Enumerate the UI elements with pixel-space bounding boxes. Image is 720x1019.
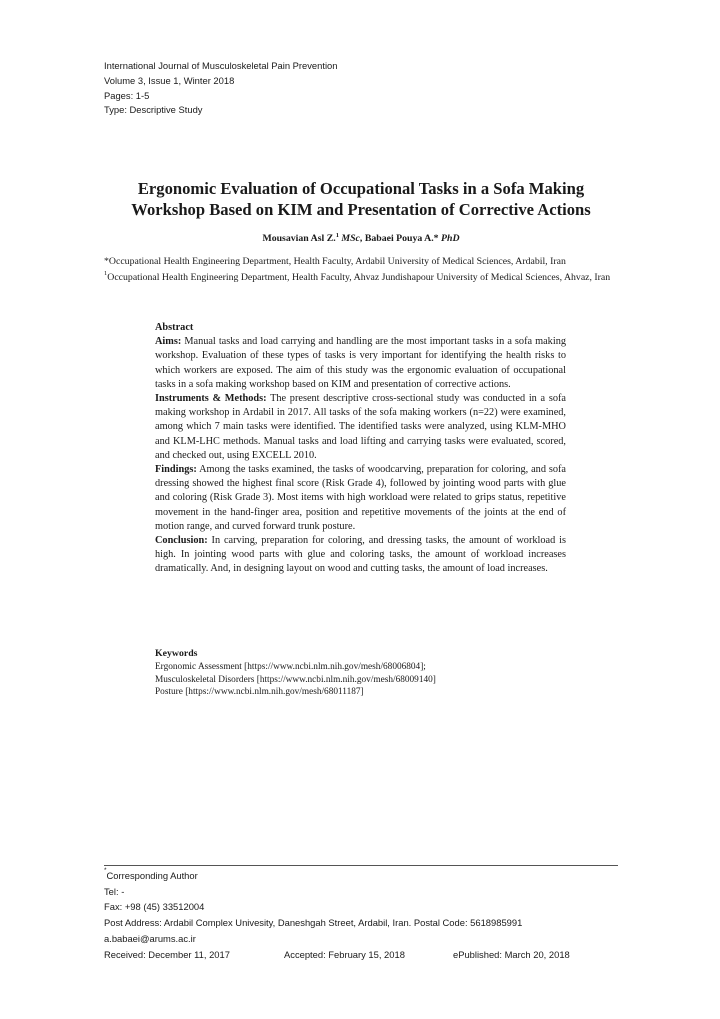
title-line-1: Ergonomic Evaluation of Occupational Tasks in a Sofa Making bbox=[137, 179, 585, 198]
received-date: Received: December 11, 2017 bbox=[104, 948, 230, 960]
journal-volume: Volume 3, Issue 1, Winter 2018 bbox=[104, 74, 235, 86]
article-type: Type: Descriptive Study bbox=[104, 104, 203, 116]
abstract-methods: Instruments & Methods: The present descriptive cross-sectional study was conducted in a sofa making workshop in Ardabil in 2017. All tasks of the sofa making workers (n=22) were examined, among which 7 main tasks were identified. The identified tasks were analyzed, using KLM-MHO and KLM-LHC methods. Manual tasks and load lifting and carrying tasks were evaluated, scored, and checked out, using EXCELL 2010. bbox=[155, 393, 566, 461]
author-2-name: Babaei Pouya A.* bbox=[364, 233, 439, 244]
affiliation-1: *Occupational Health Engineering Department, Health Faculty, Ardabil University of Medical Sciences, Ardabil, Iran bbox=[104, 256, 566, 267]
accepted-date: Accepted: February 15, 2018 bbox=[284, 948, 405, 960]
affiliation-2: $^1$Occupational Health Engineering Department, Health Faculty, Ahvaz Jundishapour University of Medical Sciences, Ahvaz, Iran bbox=[104, 269, 611, 283]
footnote-divider bbox=[104, 865, 618, 866]
abstract-conclusion: Conclusion: In carving, preparation for coloring, and dressing tasks, the amount of workload is high. In jointing wood parts with glue and coloring tasks, the amount of workload increases dramatically. And, in designing layout on wood and cutting tasks, the amount of load increases. bbox=[155, 535, 566, 575]
keyword-item[interactable]: Posture [https://www.ncbi.nlm.nih.gov/mesh/68011187] bbox=[155, 687, 364, 698]
abstract-findings: Findings: Among the tasks examined, the tasks of woodcarving, preparation for coloring, and sofa dressing showed the highest final score (Risk Grade 4), followed by jointing wood parts with glue and coloring (Risk Grade 3). Most items with high workload were related to grips status, repetitive movement in the hand-finger area, position and repetitive movements of the joints at the end of motion range, and curved forward trunk posture. bbox=[155, 464, 566, 532]
author-1-degree: MSc bbox=[341, 233, 360, 244]
abstract-heading: Abstract bbox=[155, 322, 194, 333]
title-line-2: Workshop Based on KIM and Presentation of Corrective Actions bbox=[131, 200, 591, 219]
keywords bbox=[155, 648, 575, 699]
postal-address: Post Address: Ardabil Complex Univesity, Daneshgah Street, Ardabil, Iran. Postal Code: 5618985991 bbox=[104, 917, 523, 929]
journal-pages: Pages: 1-5 bbox=[104, 89, 150, 101]
corresponding-author: *Corresponding Author bbox=[104, 867, 198, 881]
author-1-affiliation-mark: 1 bbox=[335, 232, 339, 239]
affiliation-2-mark: 1 bbox=[104, 269, 108, 277]
fax: Fax: +98 (45) 33512004 bbox=[104, 901, 205, 913]
keyword-item[interactable]: Ergonomic Assessment [https://www.ncbi.nlm.nih.gov/mesh/68006804]; bbox=[155, 661, 426, 672]
journal-header bbox=[104, 59, 337, 118]
abstract-aims: Aims: Manual tasks and load carrying and handling are the most important tasks in a sofa making workshop. Evaluation of these types of tasks is very important for identifying the health risks to which workers are exposed. The aim of this study was the ergonomic evaluation of occupational tasks in a sofa making workshop based on KIM and presentation of corrective actions. bbox=[155, 336, 566, 390]
telephone: Tel: - bbox=[104, 885, 125, 897]
keywords-heading: Keywords bbox=[155, 648, 198, 659]
author-1-name: Mousavian Asl Z. bbox=[262, 233, 336, 244]
abstract bbox=[155, 321, 566, 577]
author-2-degree: PhD bbox=[441, 233, 460, 244]
journal-name: International Journal of Musculoskeletal Pain Prevention bbox=[104, 60, 338, 71]
published-date: ePublished: March 20, 2018 bbox=[453, 948, 570, 960]
affiliations bbox=[104, 255, 618, 286]
article-dates bbox=[104, 947, 618, 963]
author-separator: , bbox=[359, 233, 365, 244]
author-list bbox=[104, 233, 618, 244]
correspondence-footer bbox=[104, 868, 618, 963]
article-title bbox=[104, 178, 618, 220]
email-address[interactable]: a.babaei@arums.ac.ir bbox=[104, 932, 196, 944]
keyword-item[interactable]: Musculoskeletal Disorders [https://www.ncbi.nlm.nih.gov/mesh/68009140] bbox=[155, 674, 436, 685]
